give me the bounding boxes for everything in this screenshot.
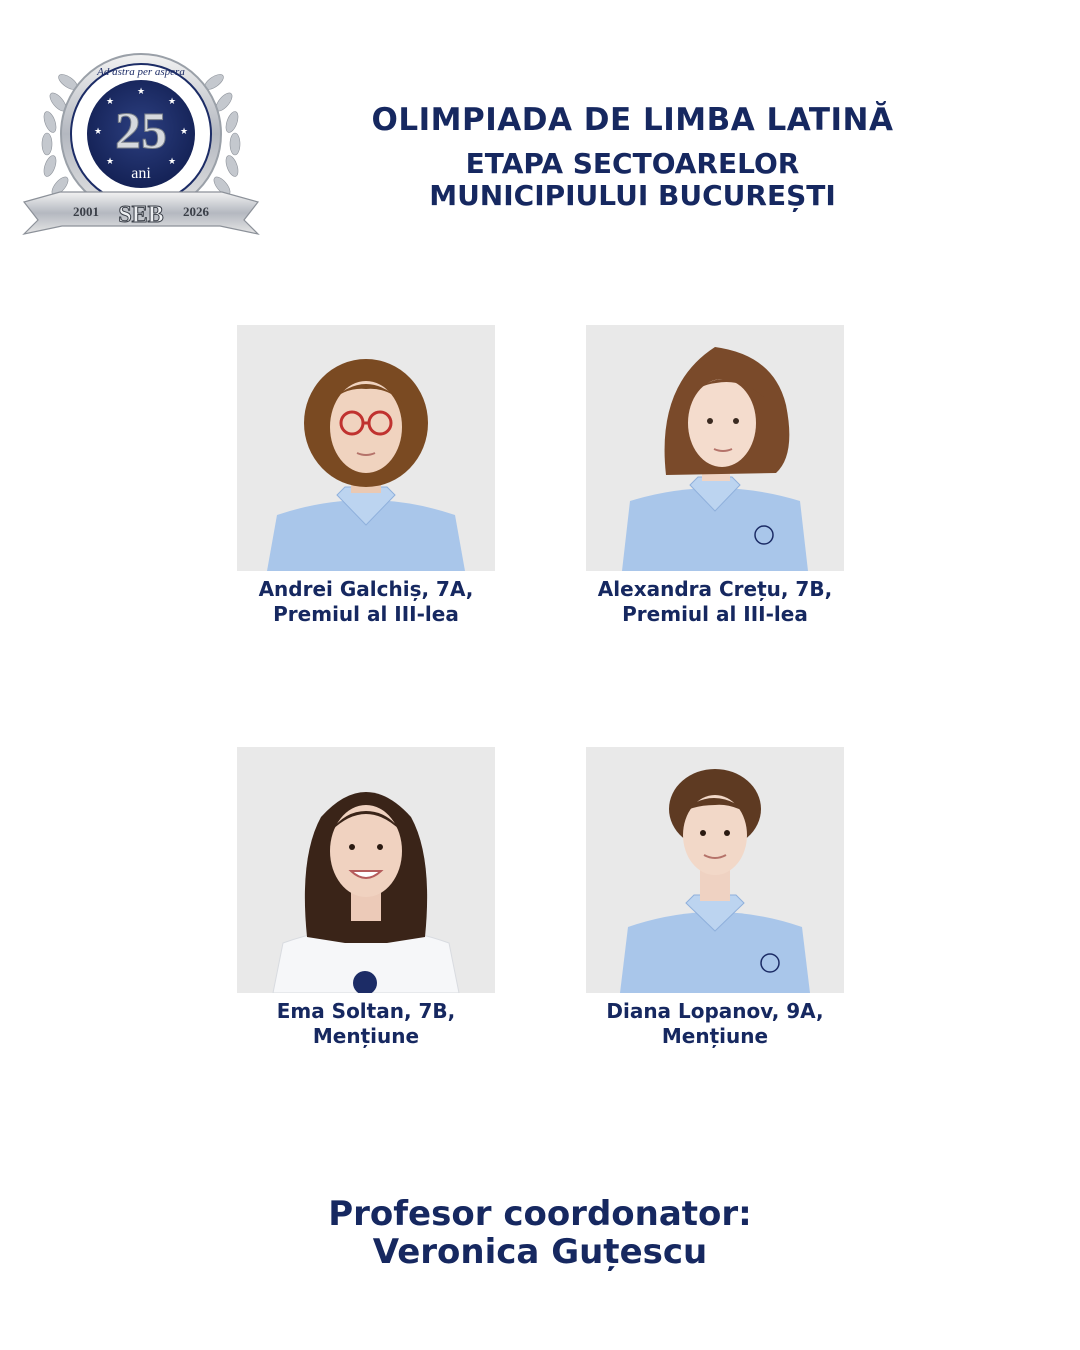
page-title: OLIMPIADA DE LIMBA LATINĂ xyxy=(371,102,894,138)
student-name: Ema Soltan, 7B, xyxy=(276,999,456,1023)
student-award: Mențiune xyxy=(312,1024,420,1048)
school-logo xyxy=(20,42,262,242)
logo-year-end: 2026 xyxy=(183,204,209,219)
student-card xyxy=(237,747,495,1049)
student-photo xyxy=(586,747,844,993)
student-card xyxy=(586,325,844,627)
student-name: Andrei Galchiș, 7A, xyxy=(258,577,474,601)
page-subtitle-line2: MUNICIPIULUI BUCUREȘTI xyxy=(429,179,836,212)
header xyxy=(310,100,955,212)
student-photo xyxy=(586,325,844,571)
student-card xyxy=(586,747,844,1049)
svg-text:★: ★ xyxy=(105,97,115,107)
logo-acronym: SEB xyxy=(118,202,164,228)
logo-number: 25 xyxy=(115,103,167,160)
svg-text:★: ★ xyxy=(179,127,189,137)
student-photo xyxy=(237,325,495,571)
student-award: Premiul al III-lea xyxy=(273,602,459,626)
student-award: Mențiune xyxy=(661,1024,769,1048)
svg-text:★: ★ xyxy=(136,87,146,97)
student-name: Alexandra Crețu, 7B, xyxy=(597,577,833,601)
svg-text:★: ★ xyxy=(167,157,177,167)
student-card xyxy=(237,325,495,627)
logo-number-sub: ani xyxy=(131,165,151,182)
coordinator-label: Profesor coordonator: xyxy=(328,1194,752,1234)
logo-year-start: 2001 xyxy=(73,204,99,219)
student-name: Diana Lopanov, 9A, xyxy=(606,999,824,1023)
coordinator-name: Veronica Guțescu xyxy=(372,1232,708,1272)
page-subtitle-line1: ETAPA SECTOARELOR xyxy=(465,147,800,180)
svg-text:★: ★ xyxy=(105,157,115,167)
logo-motto: Ad astra per aspera xyxy=(97,66,185,78)
svg-text:★: ★ xyxy=(167,97,177,107)
svg-text:★: ★ xyxy=(93,127,103,137)
student-photo xyxy=(237,747,495,993)
coordinator-block xyxy=(240,1195,840,1271)
student-award: Premiul al III-lea xyxy=(622,602,808,626)
